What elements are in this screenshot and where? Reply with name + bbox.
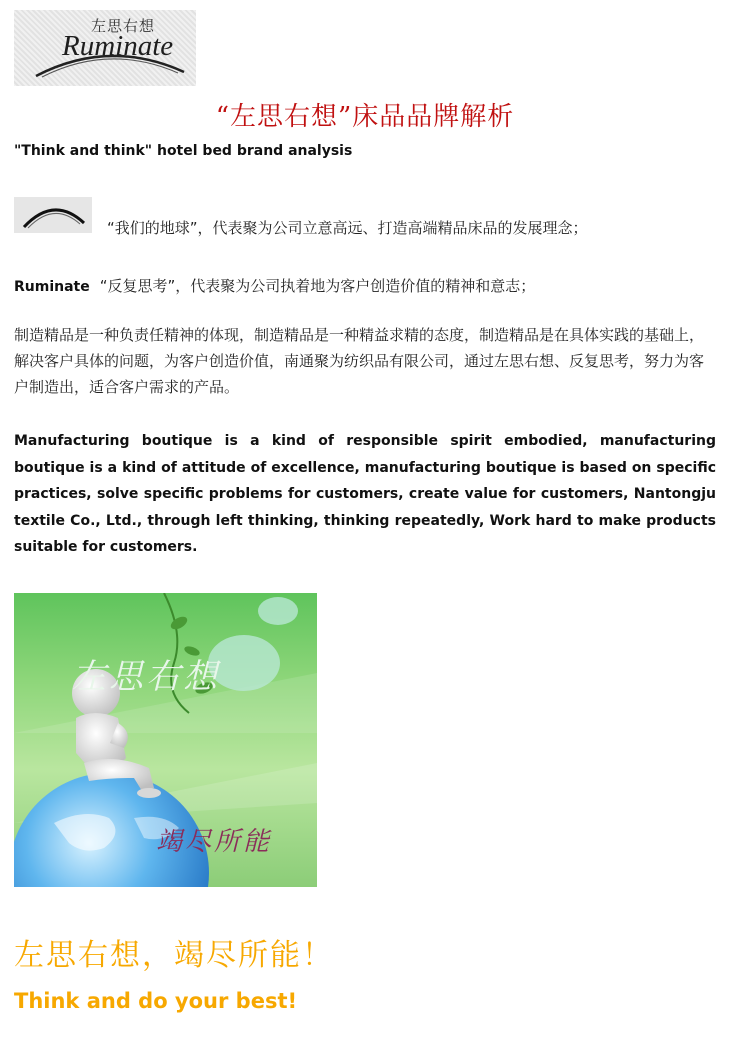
ruminate-meaning-text: “反复思考”，代表聚为公司执着地为客户创造价值的精神和意志；	[99, 277, 536, 295]
illustration-text-top: 左思右想	[72, 657, 220, 697]
page-subtitle: "Think and think" hotel bed brand analysis	[14, 143, 353, 159]
illustration-text-bottom: 竭尽所能	[156, 827, 273, 857]
logo-chinese-text: 左思右想	[91, 17, 156, 35]
thinker-illustration	[14, 593, 317, 887]
slogan-english: Think and do your best!	[14, 989, 298, 1013]
page-title: “左思右想”床品品牌解析	[215, 102, 515, 132]
logo-english-text: Ruminate	[62, 30, 174, 62]
paragraph-english: Manufacturing boutique is a kind of responsible spirit embodied, manufacturing boutique is a kind of attitude of excellence, manufacturing boutique is based on specific practices, solve specific problems for customers, create value for customers, Nantongju textile Co., Ltd., through left thinking, thinking repeatedly, Work hard to make products suitable for customers.	[14, 433, 716, 555]
earth-arc-icon	[14, 197, 92, 233]
paragraph-chinese: 制造精品是一种负责任精神的体现，制造精品是一种精益求精的态度，制造精品是在具体实践的基础上，解决客户具体的问题，为客户创造价值，南通聚为纺织品有限公司，通过左思右想、反复思考，努力为客户制造出，适合客户需求的产品。	[14, 326, 705, 396]
ruminate-meaning	[14, 275, 535, 296]
brand-logo	[14, 10, 196, 86]
ruminate-label: Ruminate	[14, 279, 90, 295]
slogan-chinese: 左思右想，竭尽所能！	[14, 938, 334, 973]
earth-meaning-text: “我们的地球”，代表聚为公司立意高远、打造高端精品床品的发展理念；	[107, 219, 588, 237]
